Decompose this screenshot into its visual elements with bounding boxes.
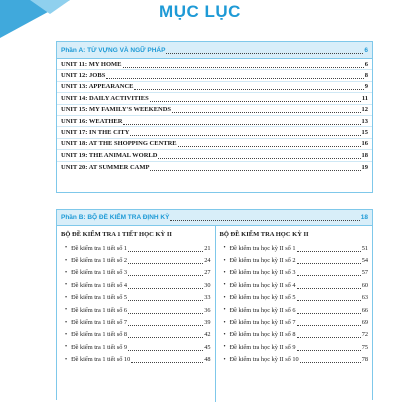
toc-unit-row[interactable] [57,116,372,127]
test-label: Đề kiểm tra học kỳ II số 4 [229,281,296,289]
test-label: Đề kiểm tra 1 tiết số 9 [71,343,128,351]
bullet-icon: • [65,344,68,351]
leader-dots [297,344,361,351]
toc-unit-row[interactable] [57,139,372,150]
test-page: 57 [361,269,368,277]
test-label: Đề kiểm tra 1 tiết số 2 [71,257,128,265]
unit-label: UNIT 15: MY FAMILY'S WEEKENDS [61,106,172,114]
leader-dots [297,257,361,264]
test-page: 39 [204,319,211,327]
test-item-row[interactable] [220,341,369,353]
toc-unit-row[interactable] [57,150,372,161]
unit-page: 16 [361,140,368,148]
test-label: Đề kiểm tra học kỳ II số 8 [229,331,296,339]
leader-dots [128,319,203,326]
unit-label: UNIT 11: MY HOME [61,60,122,68]
unit-label: UNIT 12: JOBS [61,72,106,80]
leader-dots [297,294,361,301]
test-page: 45 [204,343,211,351]
test-item-row[interactable] [220,354,369,366]
leader-dots [128,344,203,351]
leader-dots [128,282,203,289]
test-page: 48 [204,356,211,364]
unit-page: 6 [364,60,368,68]
unit-page: 13 [361,117,368,125]
right-test-list [220,242,369,366]
unit-label: UNIT 18: AT THE SHOPPING CENTRE [61,140,177,148]
left-column-title: BỘ ĐỀ KIỂM TRA 1 TIẾT HỌC KỲ II [61,231,172,238]
left-test-list [61,242,211,366]
leader-dots [297,269,361,276]
unit-label: UNIT 17: IN THE CITY [61,129,130,137]
bullet-icon: • [65,294,68,301]
leader-dots [128,257,203,264]
bullet-icon: • [223,331,226,338]
test-page: 27 [204,269,211,277]
test-page: 36 [204,306,211,314]
part-b-page: 18 [360,214,368,221]
test-item-row[interactable] [61,267,211,279]
bullet-icon: • [65,319,68,326]
test-label: Đề kiểm tra 1 tiết số 1 [71,244,128,252]
test-label: Đề kiểm tra học kỳ II số 9 [229,343,296,351]
unit-label: UNIT 19: THE ANIMAL WORLD [61,151,158,159]
unit-page: 15 [361,129,368,137]
test-item-row[interactable] [220,292,369,304]
leader-dots [128,307,203,314]
test-item-row[interactable] [61,292,211,304]
test-item-row[interactable] [61,341,211,353]
leader-dots [150,164,360,171]
test-page: 72 [361,331,368,339]
unit-label: UNIT 16: WEATHER [61,117,123,125]
test-page: 42 [204,331,211,339]
part-a-heading-row[interactable] [57,42,372,59]
test-item-row[interactable] [220,267,369,279]
leader-dots [297,282,361,289]
unit-page: 19 [361,163,368,171]
test-item-row[interactable] [61,242,211,254]
test-page: 63 [361,294,368,302]
part-b-section [56,209,373,400]
page-title: MỤC LỤC [159,2,241,21]
leader-dots [300,356,361,363]
test-item-row[interactable] [61,304,211,316]
part-b-heading-row[interactable] [57,210,372,226]
leader-dots [158,152,360,159]
test-page: 24 [204,257,211,265]
bullet-icon: • [223,319,226,326]
unit-page: 9 [364,83,368,91]
leader-dots [128,269,203,276]
leader-dots [150,95,361,102]
part-a-page: 6 [364,46,368,54]
test-label: Đề kiểm tra 1 tiết số 7 [71,319,128,327]
leader-dots [172,106,360,113]
bullet-icon: • [223,356,226,363]
test-page: 30 [204,281,211,289]
test-label: Đề kiểm tra 1 tiết số 8 [71,331,128,339]
unit-label: UNIT 13: APPEARANCE [61,83,134,91]
test-label: Đề kiểm tra học kỳ II số 7 [229,319,296,327]
right-column-title: BỘ ĐỀ KIỂM TRA HỌC KỲ II [219,231,309,238]
test-page: 75 [361,343,368,351]
test-page: 60 [361,281,368,289]
leader-dots [130,129,360,136]
test-page: 69 [361,319,368,327]
unit-list [57,59,372,173]
bullet-icon: • [223,282,226,289]
bullet-icon: • [65,282,68,289]
test-page: 66 [361,306,368,314]
test-item-row[interactable] [61,354,211,366]
right-test-column [215,226,373,402]
bullet-icon: • [223,344,226,351]
test-label: Đề kiểm tra học kỳ II số 3 [229,269,296,277]
test-label: Đề kiểm tra 1 tiết số 5 [71,294,128,302]
leader-dots [128,331,203,338]
bullet-icon: • [223,294,226,301]
test-item-row[interactable] [61,329,211,341]
part-a-heading: Phần A: TỪ VỰNG VÀ NGỮ PHÁP [61,46,166,54]
test-item-row[interactable] [61,279,211,291]
test-label: Đề kiểm tra học kỳ II số 1 [229,244,296,252]
toc-unit-row[interactable] [57,105,372,116]
test-label: Đề kiểm tra học kỳ II số 10 [229,356,299,364]
test-label: Đề kiểm tra học kỳ II số 5 [229,294,296,302]
toc-unit-row[interactable] [57,162,372,173]
leader-dots [123,118,360,125]
unit-page: 18 [361,151,368,159]
bullet-icon: • [65,307,68,314]
leader-dots [134,83,363,90]
leader-dots [128,245,203,252]
bullet-icon: • [65,269,68,276]
leader-dots [297,319,361,326]
test-page: 33 [204,294,211,302]
unit-page: 8 [364,72,368,80]
leader-dots [170,214,359,221]
part-a-section [56,41,373,193]
left-test-column [57,226,215,402]
bullet-icon: • [65,245,68,252]
leader-dots [106,72,363,79]
bullet-icon: • [223,245,226,252]
leader-dots [166,47,363,54]
test-item-row[interactable] [220,254,369,266]
test-page: 78 [361,356,368,364]
unit-page: 12 [361,106,368,114]
bullet-icon: • [65,257,68,264]
test-item-row[interactable] [61,316,211,328]
part-b-heading: Phần B: BỘ ĐỀ KIỂM TRA ĐỊNH KỲ [61,214,170,221]
test-item-row[interactable] [220,329,369,341]
unit-page: 11 [361,94,368,102]
test-item-row[interactable] [61,254,211,266]
leader-dots [178,140,361,147]
test-label: Đề kiểm tra 1 tiết số 4 [71,281,128,289]
toc-unit-row[interactable] [57,59,372,70]
test-page: 21 [204,244,211,252]
test-page: 51 [361,244,368,252]
unit-label: UNIT 20: AT SUMMER CAMP [61,163,150,171]
leader-dots [123,61,364,68]
leader-dots [297,245,361,252]
test-label: Đề kiểm tra 1 tiết số 6 [71,306,128,314]
leader-dots [131,356,203,363]
test-page: 54 [361,257,368,265]
test-item-row[interactable] [220,304,369,316]
toc-unit-row[interactable] [57,93,372,104]
toc-unit-row[interactable] [57,127,372,138]
leader-dots [297,331,361,338]
bullet-icon: • [223,269,226,276]
test-label: Đề kiểm tra 1 tiết số 3 [71,269,128,277]
toc-unit-row[interactable] [57,82,372,93]
test-item-row[interactable] [220,316,369,328]
bullet-icon: • [65,356,68,363]
leader-dots [128,294,203,301]
bullet-icon: • [65,331,68,338]
unit-label: UNIT 14: DAILY ACTIVITIES [61,94,149,102]
toc-unit-row[interactable] [57,70,372,81]
test-label: Đề kiểm tra học kỳ II số 6 [229,306,296,314]
bullet-icon: • [223,257,226,264]
test-item-row[interactable] [220,279,369,291]
test-item-row[interactable] [220,242,369,254]
bullet-icon: • [223,307,226,314]
leader-dots [297,307,361,314]
test-label: Đề kiểm tra 1 tiết số 10 [71,356,131,364]
test-label: Đề kiểm tra học kỳ II số 2 [229,257,296,265]
